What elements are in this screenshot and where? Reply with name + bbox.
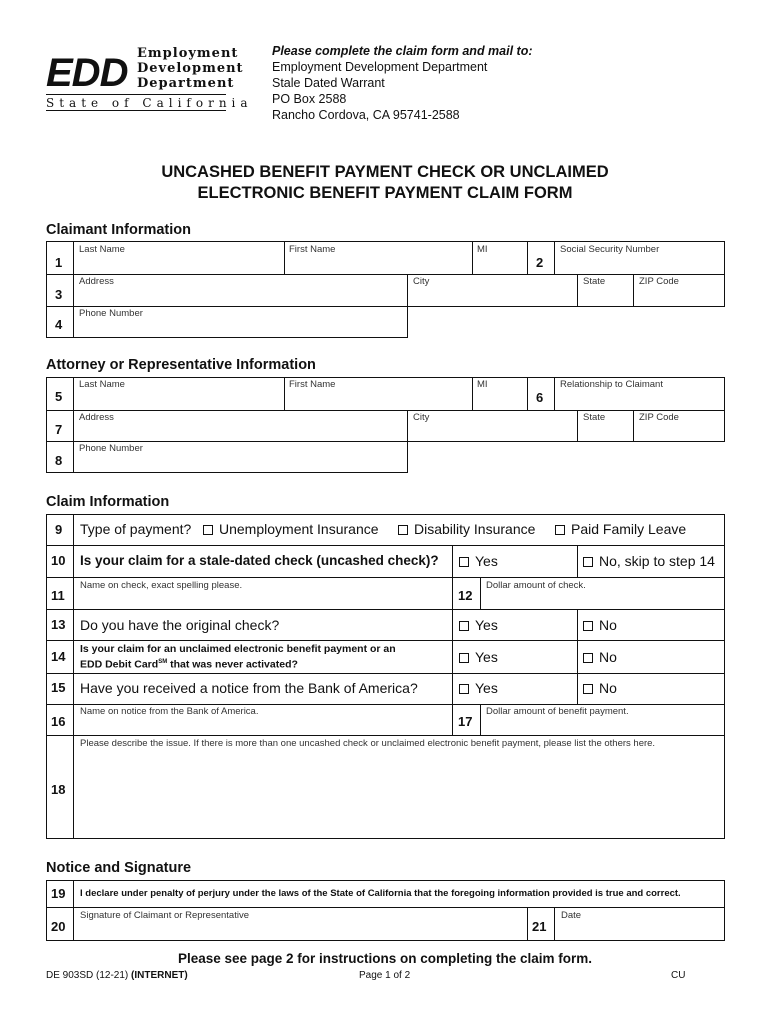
question-14-line1: Is your claim for an unclaimed electronic benefit payment or an bbox=[80, 643, 396, 655]
option-label: No bbox=[599, 680, 617, 696]
unemployment-insurance-checkbox[interactable] bbox=[203, 521, 379, 537]
divider bbox=[633, 274, 634, 307]
question-14-tail: that was never activated? bbox=[167, 658, 298, 671]
claimant-last-name-field[interactable]: Last Name bbox=[79, 244, 125, 255]
question-13: Do you have the original check? bbox=[80, 617, 280, 633]
field-number: 13 bbox=[51, 617, 66, 632]
field-number: 7 bbox=[55, 422, 63, 437]
claimant-city-field[interactable]: City bbox=[413, 276, 430, 287]
attorney-heading: Attorney or Representative Information bbox=[46, 357, 316, 373]
benefit-amount-field[interactable]: Dollar amount of benefit payment. bbox=[486, 706, 629, 717]
attorney-address-field[interactable]: Address bbox=[79, 412, 114, 423]
disability-insurance-checkbox[interactable] bbox=[398, 521, 535, 537]
mailing-address bbox=[272, 43, 533, 123]
checkbox-icon bbox=[459, 684, 469, 694]
claim-heading: Claim Information bbox=[46, 494, 170, 510]
divider bbox=[73, 880, 74, 941]
attorney-mi-field[interactable]: MI bbox=[477, 379, 488, 390]
field-number: 14 bbox=[51, 649, 66, 664]
field-number: 6 bbox=[536, 390, 544, 405]
name-on-notice-field[interactable]: Name on notice from the Bank of America. bbox=[80, 706, 259, 717]
mailing-line: PO Box 2588 bbox=[272, 92, 347, 106]
claimant-row-3 bbox=[46, 274, 725, 307]
claimant-state-field[interactable]: State bbox=[583, 276, 606, 287]
q14-yes-checkbox[interactable] bbox=[459, 649, 498, 665]
divider bbox=[633, 410, 634, 442]
divider bbox=[472, 377, 473, 411]
divider bbox=[577, 609, 578, 704]
divider bbox=[472, 241, 473, 275]
field-number: 1 bbox=[55, 255, 63, 270]
field-number: 5 bbox=[55, 389, 63, 404]
divider bbox=[407, 410, 408, 442]
field-number: 15 bbox=[51, 680, 66, 695]
claimant-phone-field[interactable]: Phone Number bbox=[79, 308, 143, 319]
claimant-heading: Claimant Information bbox=[46, 222, 192, 238]
divider bbox=[46, 545, 725, 546]
option-label: Unemployment Insurance bbox=[219, 521, 379, 537]
form-title-line1: UNCASHED BENEFIT PAYMENT CHECK OR UNCLAIMED bbox=[161, 163, 609, 181]
question-14 bbox=[80, 643, 396, 672]
date-field[interactable]: Date bbox=[561, 910, 582, 921]
attorney-relationship-field[interactable]: Relationship to Claimant bbox=[560, 379, 663, 390]
field-number: 9 bbox=[55, 522, 63, 537]
option-label: Disability Insurance bbox=[414, 521, 536, 537]
field-number: 4 bbox=[55, 317, 63, 332]
option-label: Yes bbox=[475, 680, 498, 696]
form-title bbox=[0, 162, 770, 204]
claimant-ssn-field[interactable]: Social Security Number bbox=[560, 244, 660, 255]
divider bbox=[452, 545, 453, 577]
checkbox-icon bbox=[459, 557, 469, 567]
divider bbox=[577, 274, 578, 307]
divider bbox=[73, 514, 74, 839]
question-10: Is your claim for a stale-dated check (uncashed check)? bbox=[80, 553, 439, 568]
q13-no-checkbox[interactable] bbox=[583, 617, 617, 633]
checkbox-icon bbox=[583, 684, 593, 694]
check-amount-field[interactable]: Dollar amount of check. bbox=[486, 580, 586, 591]
field-number: 3 bbox=[55, 287, 63, 302]
checkbox-icon bbox=[583, 621, 593, 631]
field-number: 17 bbox=[458, 714, 473, 729]
attorney-city-field[interactable]: City bbox=[413, 412, 430, 423]
option-label: Yes bbox=[475, 617, 498, 633]
edd-logo-initials: EDD bbox=[46, 51, 128, 95]
form-id bbox=[46, 970, 188, 981]
field-number: 12 bbox=[458, 588, 473, 603]
question-14-line2 bbox=[80, 656, 396, 672]
form-title-line2: ELECTRONIC BENEFIT PAYMENT CLAIM FORM bbox=[197, 184, 573, 202]
page-number: Page 1 of 2 bbox=[359, 970, 411, 981]
checkbox-icon bbox=[203, 525, 213, 535]
checkbox-icon bbox=[459, 653, 469, 663]
notice-heading: Notice and Signature bbox=[46, 860, 192, 876]
issue-description-field[interactable]: Please describe the issue. If there is more than one uncashed check or unclaimed electronic benefit payment, please list the others here. bbox=[80, 738, 656, 749]
divider bbox=[46, 735, 725, 736]
form-id-internet: (INTERNET) bbox=[131, 970, 188, 981]
form-id-text: DE 903SD (12-21) bbox=[46, 970, 132, 981]
signature-field[interactable]: Signature of Claimant or Representative bbox=[80, 910, 249, 921]
divider bbox=[452, 704, 453, 735]
q14-no-checkbox[interactable] bbox=[583, 649, 617, 665]
field-number: 19 bbox=[51, 886, 66, 901]
attorney-state-field[interactable]: State bbox=[583, 412, 606, 423]
option-label: No bbox=[599, 617, 617, 633]
field-number: 21 bbox=[532, 919, 547, 934]
divider bbox=[46, 640, 725, 641]
logo-line-development: Development bbox=[137, 61, 244, 76]
divider bbox=[527, 907, 528, 941]
perjury-declaration: I declare under penalty of perjury under the laws of the State of California that the foregoing information provided is true and correct. bbox=[80, 888, 681, 899]
checkbox-icon bbox=[583, 653, 593, 663]
divider bbox=[452, 577, 453, 609]
mailing-line: Stale Dated Warrant bbox=[272, 76, 385, 90]
mailing-line: Employment Development Department bbox=[272, 60, 488, 74]
question-9: Type of payment? bbox=[80, 521, 192, 537]
claimant-mi-field[interactable]: MI bbox=[477, 244, 488, 255]
checkbox-icon bbox=[459, 621, 469, 631]
name-on-check-field[interactable]: Name on check, exact spelling please. bbox=[80, 580, 243, 591]
field-number: 10 bbox=[51, 553, 66, 568]
divider bbox=[407, 274, 408, 307]
mailing-line: Rancho Cordova, CA 95741-2588 bbox=[272, 108, 460, 122]
attorney-first-name-field[interactable]: First Name bbox=[289, 379, 336, 390]
divider bbox=[554, 377, 555, 411]
paid-family-leave-checkbox[interactable] bbox=[555, 521, 686, 537]
attorney-row-7 bbox=[46, 410, 725, 442]
attorney-last-name-field[interactable]: Last Name bbox=[79, 379, 125, 390]
claimant-address-field[interactable]: Address bbox=[79, 276, 114, 287]
divider bbox=[284, 377, 285, 411]
logo-line-department: Department bbox=[137, 76, 235, 91]
divider bbox=[46, 609, 725, 610]
option-label: No bbox=[599, 649, 617, 665]
field-number: 2 bbox=[536, 255, 544, 270]
mailing-header: Please complete the claim form and mail to: bbox=[272, 44, 533, 58]
divider bbox=[577, 545, 578, 577]
logo-state: State of California bbox=[46, 96, 253, 110]
checkbox-icon bbox=[398, 525, 408, 535]
divider bbox=[284, 241, 285, 275]
divider bbox=[452, 609, 453, 704]
field-number: 16 bbox=[51, 714, 66, 729]
divider bbox=[480, 704, 481, 735]
divider bbox=[46, 907, 725, 908]
divider bbox=[554, 241, 555, 275]
divider bbox=[554, 907, 555, 941]
field-number: 20 bbox=[51, 919, 66, 934]
q10-yes-checkbox[interactable] bbox=[459, 553, 498, 569]
debit-card-text: EDD Debit Card bbox=[80, 658, 159, 671]
divider bbox=[527, 377, 528, 411]
q15-no-checkbox[interactable] bbox=[583, 680, 617, 696]
form-code: CU bbox=[671, 970, 686, 981]
checkbox-icon bbox=[555, 525, 565, 535]
field-number: 11 bbox=[51, 588, 65, 603]
divider bbox=[527, 241, 528, 275]
logo-rule-bottom bbox=[46, 110, 226, 111]
attorney-phone-field[interactable]: Phone Number bbox=[79, 443, 143, 454]
divider bbox=[46, 577, 725, 578]
claimant-zip-field[interactable]: ZIP Code bbox=[639, 276, 679, 287]
instructions-note: Please see page 2 for instructions on completing the claim form. bbox=[177, 951, 593, 966]
q15-yes-checkbox[interactable] bbox=[459, 680, 498, 696]
checkbox-icon bbox=[583, 557, 593, 567]
divider bbox=[480, 577, 481, 609]
question-15: Have you received a notice from the Bank of America? bbox=[80, 680, 418, 696]
edd-logo-words bbox=[137, 46, 244, 91]
field-number: 8 bbox=[55, 453, 63, 468]
logo-rule bbox=[46, 94, 226, 95]
divider bbox=[46, 704, 725, 705]
q13-yes-checkbox[interactable] bbox=[459, 617, 498, 633]
attorney-zip-field[interactable]: ZIP Code bbox=[639, 412, 679, 423]
q10-no-checkbox[interactable] bbox=[583, 553, 715, 569]
option-label: Paid Family Leave bbox=[571, 521, 687, 537]
divider bbox=[577, 410, 578, 442]
divider bbox=[46, 673, 725, 674]
option-label: No, skip to step 14 bbox=[599, 553, 715, 569]
option-label: Yes bbox=[475, 649, 498, 665]
option-label: Yes bbox=[475, 553, 498, 569]
claimant-first-name-field[interactable]: First Name bbox=[289, 244, 336, 255]
logo-line-employment: Employment bbox=[137, 46, 239, 61]
field-number: 18 bbox=[51, 782, 66, 797]
service-mark: SM bbox=[158, 659, 168, 665]
